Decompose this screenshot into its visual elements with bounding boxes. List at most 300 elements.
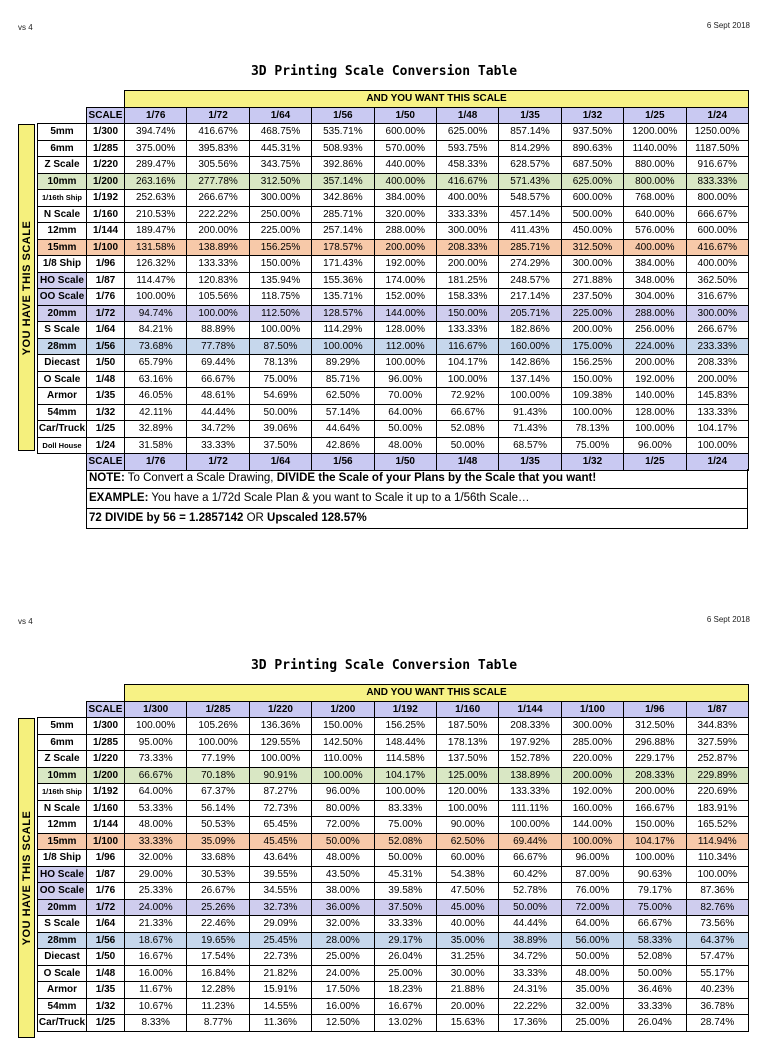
table-cell: 29.09% [249,916,311,933]
table-row [38,734,749,751]
table-cell: 625.00% [561,173,623,190]
row-name: 28mm [38,932,87,949]
table-cell: 128.57% [312,305,374,322]
table-cell: 135.71% [312,289,374,306]
table-row [38,932,749,949]
table-cell: 312.50% [249,173,311,190]
row-scale: 1/160 [87,800,125,817]
table-cell: 42.11% [125,404,187,421]
row-scale: 1/200 [87,767,125,784]
table-cell: 300.00% [561,718,623,735]
table-cell: 32.00% [125,850,187,867]
table-cell: 100.00% [561,404,623,421]
side-label-2: YOU HAVE THIS SCALE [20,810,33,946]
table-cell: 125.00% [436,767,498,784]
table-cell: 175.00% [561,338,623,355]
table-cell: 69.44% [499,833,561,850]
table-cell: 55.17% [686,965,749,982]
conversion-table-1 [37,90,749,471]
table1-col-header: 1/72 [187,454,249,471]
row-name: Z Scale [38,751,87,768]
table-cell: 56.14% [187,800,249,817]
table-cell: 48.00% [374,437,436,454]
table-cell: 144.00% [561,817,623,834]
row-scale: 1/144 [87,223,125,240]
table-cell: 200.00% [561,322,623,339]
table-row [38,388,749,405]
table-cell: 32.00% [561,998,623,1015]
table-cell: 43.50% [312,866,374,883]
table1-col-header: 1/25 [624,454,686,471]
table-cell: 145.83% [686,388,749,405]
table-cell: 100.00% [686,866,749,883]
table-cell: 300.00% [249,190,311,207]
table-cell: 36.78% [686,998,749,1015]
table-cell: 165.52% [686,817,749,834]
table-cell: 22.73% [249,949,311,966]
row-name: 12mm [38,817,87,834]
table1-scale-header: SCALE [87,107,125,124]
table-cell: 109.38% [561,388,623,405]
table-cell: 220.00% [561,751,623,768]
table-row [38,982,749,999]
table-cell: 20.00% [436,998,498,1015]
notes-box [86,469,748,529]
table-cell: 72.92% [436,388,498,405]
table-cell: 34.72% [187,421,249,438]
table-cell: 150.00% [561,371,623,388]
side-label-box [18,124,35,451]
table-cell: 35.09% [187,833,249,850]
row-name: Z Scale [38,157,87,174]
table-cell: 96.00% [624,437,686,454]
table-cell: 285.71% [499,239,561,256]
table-cell: 79.17% [624,883,686,900]
table-cell: 63.16% [125,371,187,388]
table-cell: 21.88% [436,982,498,999]
table-cell: 140.00% [624,388,686,405]
table-cell: 18.67% [125,932,187,949]
table-cell: 400.00% [436,190,498,207]
row-scale: 1/76 [87,289,125,306]
table-cell: 394.74% [125,124,187,141]
table-cell: 13.02% [374,1015,436,1032]
table2-scale-header: SCALE [87,701,125,718]
table-cell: 76.00% [561,883,623,900]
table-cell: 12.28% [187,982,249,999]
table-cell: 17.50% [312,982,374,999]
table1-col-header: 1/25 [624,107,686,124]
table-cell: 416.67% [436,173,498,190]
row-scale: 1/56 [87,932,125,949]
table-cell: 66.67% [187,371,249,388]
table-cell: 48.61% [187,388,249,405]
table-cell: 50.00% [436,437,498,454]
table-cell: 94.74% [125,305,187,322]
table-cell: 90.00% [436,817,498,834]
table-cell: 16.67% [374,998,436,1015]
row-scale: 1/300 [87,718,125,735]
table-cell: 100.00% [249,751,311,768]
table-row [38,800,749,817]
table1-col-header: 1/50 [374,454,436,471]
table-cell: 100.00% [374,784,436,801]
table-cell: 87.50% [249,338,311,355]
table-row [38,206,749,223]
row-scale: 1/50 [87,949,125,966]
table-cell: 100.00% [125,289,187,306]
row-name: O Scale [38,965,87,982]
table-cell: 257.14% [312,223,374,240]
table-cell: 600.00% [686,223,749,240]
table-cell: 600.00% [374,124,436,141]
table-row [38,767,749,784]
table-cell: 25.33% [125,883,187,900]
table-cell: 285.71% [312,206,374,223]
table-cell: 17.54% [187,949,249,966]
table-cell: 174.00% [374,272,436,289]
table-row [38,718,749,735]
table-cell: 75.00% [249,371,311,388]
table-cell: 66.67% [125,767,187,784]
table-cell: 32.00% [312,916,374,933]
table-cell: 1187.50% [686,140,749,157]
table-cell: 34.55% [249,883,311,900]
table-cell: 77.19% [187,751,249,768]
table-row [38,421,749,438]
table2-col-header: 1/300 [125,701,187,718]
table-cell: 43.64% [249,850,311,867]
table-cell: 84.21% [125,322,187,339]
table-cell: 104.17% [436,355,498,372]
table-cell: 890.63% [561,140,623,157]
note-line: NOTE: To Convert a Scale Drawing, DIVIDE the Scale of your Plans by the Scale that you want! [89,472,597,484]
table2-col-header: 1/285 [187,701,249,718]
table-cell: 29.17% [374,932,436,949]
table-row [38,256,749,273]
row-name: 54mm [38,404,87,421]
row-name: 20mm [38,305,87,322]
table-cell: 33.33% [624,998,686,1015]
example-line: EXAMPLE: You have a 1/72d Scale Plan & you want to Scale it up to a 1/56th Scale… [87,488,747,508]
table-cell: 137.14% [499,371,561,388]
table-row [38,338,749,355]
table-cell: 200.00% [686,371,749,388]
table-cell: 857.14% [499,124,561,141]
row-scale: 1/25 [87,421,125,438]
table-row [38,355,749,372]
table-cell: 50.00% [249,404,311,421]
table-cell: 445.31% [249,140,311,157]
table-cell: 277.78% [187,173,249,190]
row-name: Doll House [38,437,87,454]
row-scale: 1/56 [87,338,125,355]
table-cell: 57.47% [686,949,749,966]
table-cell: 68.57% [499,437,561,454]
table-cell: 138.89% [187,239,249,256]
table-cell: 44.44% [499,916,561,933]
table-cell: 42.86% [312,437,374,454]
table-cell: 104.17% [374,767,436,784]
table-cell: 110.00% [312,751,374,768]
table-cell: 90.63% [624,866,686,883]
table-cell: 457.14% [499,206,561,223]
row-scale: 1/72 [87,305,125,322]
table-cell: 105.26% [187,718,249,735]
table-cell: 150.00% [436,305,498,322]
table-cell: 316.67% [686,289,749,306]
table-cell: 468.75% [249,124,311,141]
table-cell: 100.00% [374,355,436,372]
table-cell: 52.08% [436,421,498,438]
table-cell: 343.75% [249,157,311,174]
table-row [38,899,749,916]
table1-col-header: 1/76 [125,107,187,124]
table-cell: 75.00% [561,437,623,454]
table-row [38,157,749,174]
table-row [38,817,749,834]
table-cell: 178.57% [312,239,374,256]
table-cell: 70.00% [374,388,436,405]
row-scale: 1/300 [87,124,125,141]
table-row [38,833,749,850]
page-title: 3D Printing Scale Conversion Table [250,64,518,79]
table-cell: 400.00% [374,173,436,190]
table-cell: 22.22% [499,998,561,1015]
table-cell: 96.00% [374,371,436,388]
row-name: 6mm [38,140,87,157]
table-cell: 17.36% [499,1015,561,1032]
table-cell: 152.78% [499,751,561,768]
table-cell: 46.05% [125,388,187,405]
table-cell: 458.33% [436,157,498,174]
table-cell: 411.43% [499,223,561,240]
row-scale: 1/35 [87,982,125,999]
table-cell: 136.36% [249,718,311,735]
table-cell: 53.33% [125,800,187,817]
date-label: 6 Sept 2018 [706,21,750,30]
table-row [38,916,749,933]
table-cell: 112.00% [374,338,436,355]
table-cell: 152.00% [374,289,436,306]
table2-col-header: 1/160 [436,701,498,718]
table-cell: 288.00% [374,223,436,240]
row-name: 15mm [38,239,87,256]
table-cell: 440.00% [374,157,436,174]
table-row [38,883,749,900]
table-cell: 12.50% [312,1015,374,1032]
table-cell: 72.73% [249,800,311,817]
table-cell: 28.74% [686,1015,749,1032]
table-cell: 87.36% [686,883,749,900]
table-cell: 56.00% [561,932,623,949]
table1-col-header: 1/48 [436,107,498,124]
table-cell: 114.29% [312,322,374,339]
table-cell: 16.00% [312,998,374,1015]
table1-col-header: 1/64 [249,454,311,471]
row-name: 5mm [38,718,87,735]
table-cell: 800.00% [624,173,686,190]
table-cell: 158.33% [436,289,498,306]
table-cell: 65.45% [249,817,311,834]
table-cell: 29.00% [125,866,187,883]
table-cell: 62.50% [312,388,374,405]
table-cell: 160.00% [499,338,561,355]
table-cell: 250.00% [249,206,311,223]
table-cell: 24.00% [312,965,374,982]
table-cell: 450.00% [561,223,623,240]
row-name: S Scale [38,916,87,933]
row-scale: 1/220 [87,751,125,768]
table-cell: 100.00% [249,322,311,339]
table-cell: 217.14% [499,289,561,306]
table-cell: 67.37% [187,784,249,801]
row-name: 12mm [38,223,87,240]
table2-col-header: 1/192 [374,701,436,718]
table-cell: 66.67% [499,850,561,867]
table-cell: 25.00% [312,949,374,966]
table-cell: 39.55% [249,866,311,883]
table-cell: 15.91% [249,982,311,999]
table-cell: 100.00% [561,833,623,850]
table-cell: 104.17% [686,421,749,438]
table-cell: 64.00% [561,916,623,933]
table-row [38,1015,749,1032]
table-cell: 10.67% [125,998,187,1015]
table-cell: 342.86% [312,190,374,207]
table-cell: 100.00% [312,767,374,784]
table-cell: 50.00% [624,965,686,982]
row-scale: 1/35 [87,388,125,405]
table-row [38,223,749,240]
table-cell: 64.00% [125,784,187,801]
table-cell: 200.00% [624,355,686,372]
table-cell: 48.00% [312,850,374,867]
table2-col-header: 1/87 [686,701,749,718]
table-cell: 37.50% [249,437,311,454]
table-cell: 320.00% [374,206,436,223]
table-cell: 45.00% [436,899,498,916]
table2-col-header: 1/96 [624,701,686,718]
table-cell: 14.55% [249,998,311,1015]
table-cell: 508.93% [312,140,374,157]
table-cell: 110.34% [686,850,749,867]
table-cell: 304.00% [624,289,686,306]
table-cell: 52.78% [499,883,561,900]
table-cell: 225.00% [561,305,623,322]
table-cell: 104.17% [624,833,686,850]
table1-col-header: 1/50 [374,107,436,124]
row-scale: 1/285 [87,140,125,157]
table-cell: 400.00% [624,239,686,256]
table-cell: 30.53% [187,866,249,883]
table-cell: 40.23% [686,982,749,999]
table-cell: 1250.00% [686,124,749,141]
row-name: 5mm [38,124,87,141]
table-cell: 156.25% [249,239,311,256]
table-cell: 87.00% [561,866,623,883]
row-scale: 1/200 [87,173,125,190]
table-cell: 50.00% [312,833,374,850]
table-cell: 150.00% [624,817,686,834]
row-scale: 1/64 [87,916,125,933]
table-cell: 35.00% [561,982,623,999]
table-cell: 116.67% [436,338,498,355]
table-cell: 100.00% [312,338,374,355]
row-name: 20mm [38,899,87,916]
table-cell: 72.00% [561,899,623,916]
row-name: N Scale [38,206,87,223]
table-cell: 52.08% [374,833,436,850]
table-cell: 33.68% [187,850,249,867]
table1-scale-header: SCALE [87,454,125,471]
table-cell: 37.50% [374,899,436,916]
table-cell: 666.67% [686,206,749,223]
table-cell: 156.25% [374,718,436,735]
table-cell: 395.83% [187,140,249,157]
table-cell: 26.04% [374,949,436,966]
table-cell: 111.11% [499,800,561,817]
table-cell: 208.33% [686,355,749,372]
row-scale: 1/72 [87,899,125,916]
table-cell: 31.58% [125,437,187,454]
table-cell: 50.00% [374,421,436,438]
banner-title: AND YOU WANT THIS SCALE [125,91,749,108]
table-cell: 200.00% [374,239,436,256]
table-cell: 142.86% [499,355,561,372]
table-cell: 21.82% [249,965,311,982]
table-cell: 54.38% [436,866,498,883]
table-cell: 263.16% [125,173,187,190]
table-cell: 26.04% [624,1015,686,1032]
table2-col-header: 1/220 [249,701,311,718]
table-cell: 25.45% [249,932,311,949]
table-cell: 32.89% [125,421,187,438]
table-row [38,124,749,141]
row-name: 1/8 Ship [38,256,87,273]
table-cell: 833.33% [686,173,749,190]
table-cell: 916.67% [686,157,749,174]
row-scale: 1/192 [87,190,125,207]
table-row [38,866,749,883]
table-cell: 100.00% [187,734,249,751]
table-cell: 126.32% [125,256,187,273]
table-cell: 181.25% [436,272,498,289]
table-cell: 571.43% [499,173,561,190]
table1-col-header: 1/35 [499,107,561,124]
table-cell: 120.83% [187,272,249,289]
table-cell: 138.89% [499,767,561,784]
table-cell: 75.00% [624,899,686,916]
table-cell: 45.31% [374,866,436,883]
table-cell: 171.43% [312,256,374,273]
table-row [38,998,749,1015]
table-cell: 178.13% [436,734,498,751]
row-name: 1/16th Ship [38,784,87,801]
table-row [38,784,749,801]
table-cell: 44.44% [187,404,249,421]
table-cell: 1200.00% [624,124,686,141]
table-cell: 47.50% [436,883,498,900]
table-cell: 120.00% [436,784,498,801]
table-cell: 52.08% [624,949,686,966]
row-scale: 1/25 [87,1015,125,1032]
table-cell: 100.00% [499,817,561,834]
conversion-table-2 [37,684,749,1032]
table-cell: 192.00% [561,784,623,801]
table-cell: 114.47% [125,272,187,289]
table-cell: 83.33% [374,800,436,817]
